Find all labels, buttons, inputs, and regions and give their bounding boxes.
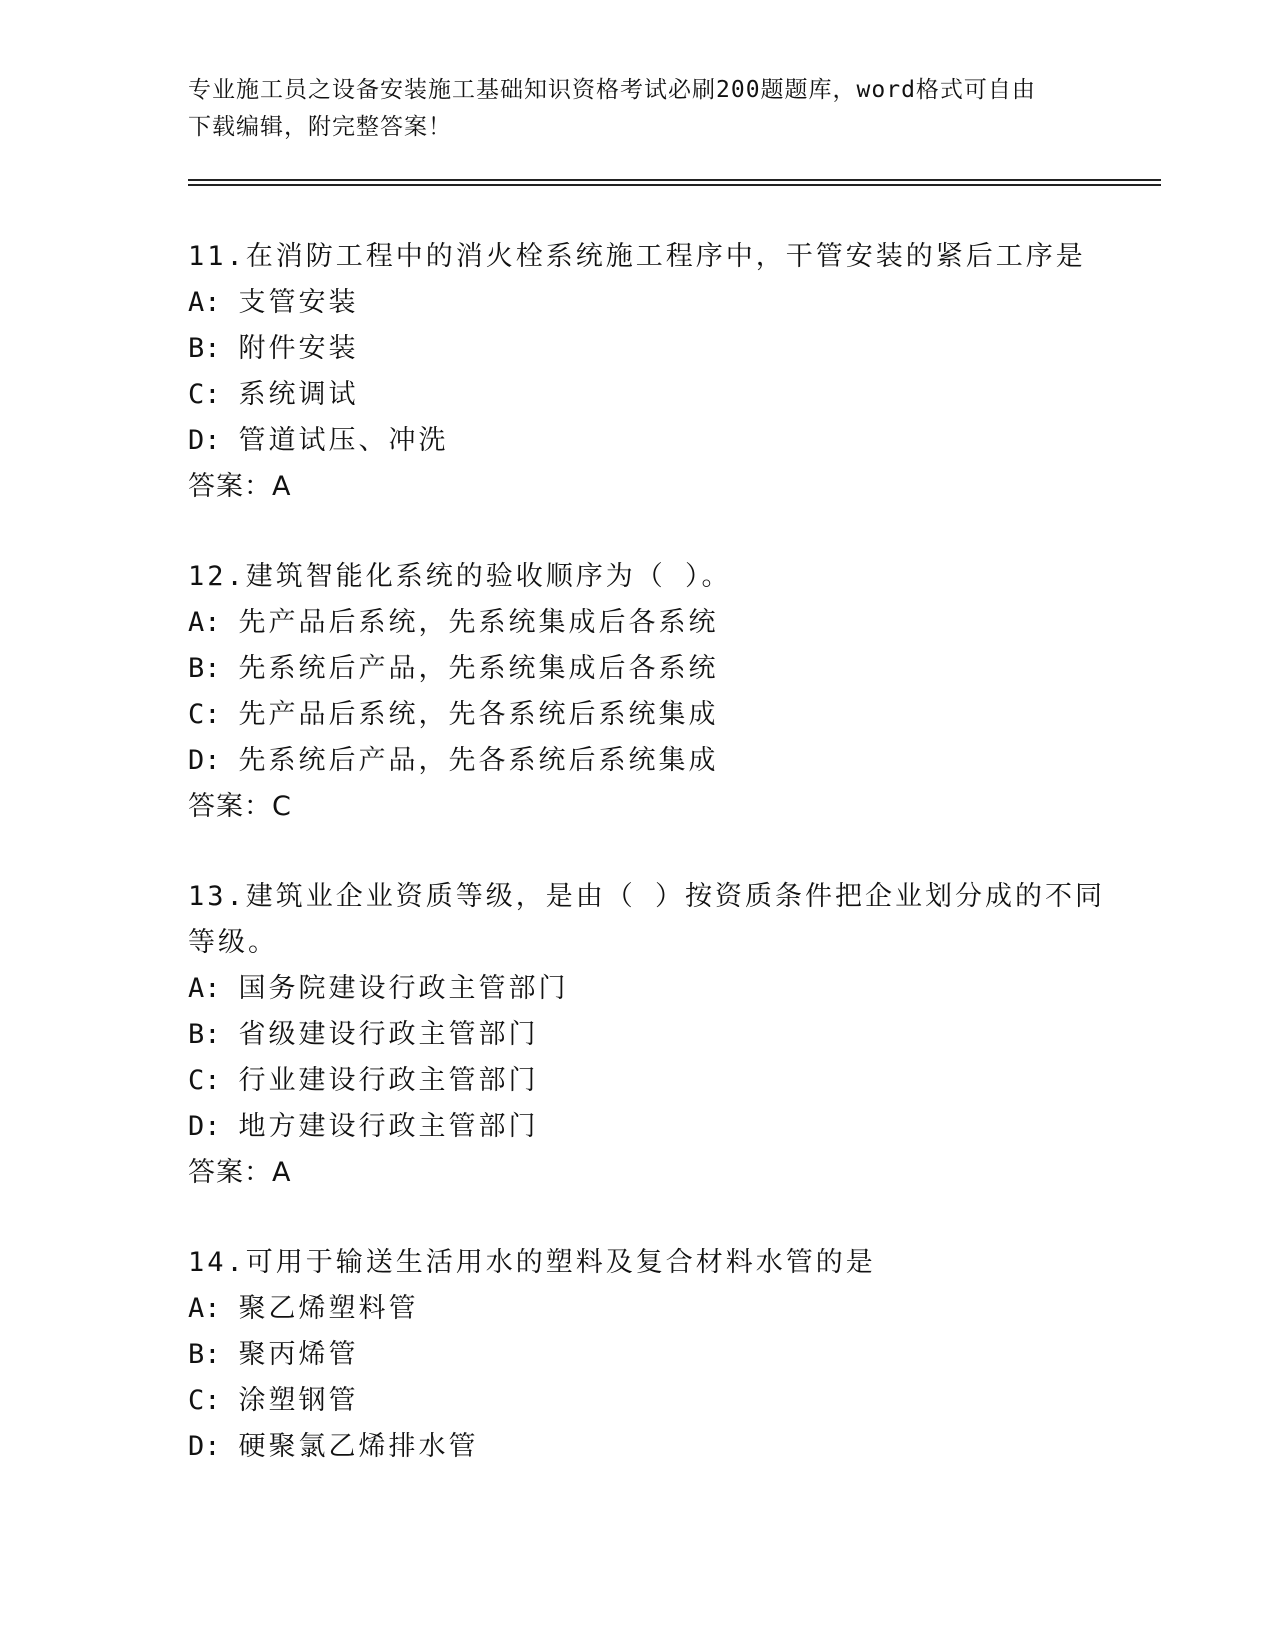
option-letter: C: xyxy=(188,1065,221,1096)
option-letter: C: xyxy=(188,699,221,730)
option-text: 先产品后系统，先系统集成后各系统 xyxy=(238,607,719,638)
question-11 xyxy=(188,234,1148,510)
answer-line: 答案：A xyxy=(188,1157,292,1188)
question-list xyxy=(188,234,1148,1514)
question-12 xyxy=(188,554,1148,830)
option-letter: C: xyxy=(188,379,221,410)
answer-line: 答案：A xyxy=(188,471,292,502)
question-13 xyxy=(188,874,1148,1196)
option-letter: D: xyxy=(188,745,221,776)
option-d xyxy=(188,738,1148,784)
option-letter: D: xyxy=(188,1431,221,1462)
option-letter: B: xyxy=(188,333,221,364)
header-rule-top xyxy=(188,179,1161,181)
option-b xyxy=(188,1332,1148,1378)
option-a xyxy=(188,600,1148,646)
option-text: 管道试压、冲洗 xyxy=(238,425,449,456)
option-c xyxy=(188,1378,1148,1424)
option-letter: C: xyxy=(188,1385,221,1416)
option-b xyxy=(188,326,1148,372)
question-title: 14.可用于输送生活用水的塑料及复合材料水管的是 xyxy=(188,1247,876,1278)
option-b xyxy=(188,1012,1148,1058)
option-text: 聚乙烯塑料管 xyxy=(238,1293,419,1324)
question-title-continued: 等级。 xyxy=(188,927,278,958)
option-letter: A: xyxy=(188,287,221,318)
option-text: 附件安装 xyxy=(238,333,359,364)
header-line-1: 专业施工员之设备安装施工基础知识资格考试必刷200题题库，word格式可自由 xyxy=(188,77,1036,103)
option-letter: A: xyxy=(188,607,221,638)
answer-line: 答案：C xyxy=(188,791,292,822)
option-d xyxy=(188,418,1148,464)
option-text: 地方建设行政主管部门 xyxy=(238,1111,539,1142)
question-title: 12.建筑智能化系统的验收顺序为（ ）。 xyxy=(188,561,732,592)
option-letter: D: xyxy=(188,1111,221,1142)
option-letter: B: xyxy=(188,1339,221,1370)
option-text: 支管安装 xyxy=(238,287,359,318)
document-header xyxy=(188,72,1088,146)
option-text: 先系统后产品，先系统集成后各系统 xyxy=(238,653,719,684)
option-b xyxy=(188,646,1148,692)
option-c xyxy=(188,692,1148,738)
header-line-2: 下载编辑，附完整答案！ xyxy=(188,114,452,140)
option-a xyxy=(188,966,1148,1012)
option-text: 先系统后产品，先各系统后系统集成 xyxy=(238,745,719,776)
option-text: 聚丙烯管 xyxy=(238,1339,359,1370)
option-text: 行业建设行政主管部门 xyxy=(238,1065,539,1096)
option-a xyxy=(188,280,1148,326)
option-letter: B: xyxy=(188,653,221,684)
question-14 xyxy=(188,1240,1148,1470)
option-c xyxy=(188,372,1148,418)
header-rule-bottom xyxy=(188,184,1161,186)
option-text: 系统调试 xyxy=(238,379,359,410)
option-d xyxy=(188,1424,1148,1470)
option-letter: D: xyxy=(188,425,221,456)
option-text: 先产品后系统，先各系统后系统集成 xyxy=(238,699,719,730)
question-title: 13.建筑业企业资质等级，是由（ ）按资质条件把企业划分成的不同 xyxy=(188,881,1106,912)
option-text: 涂塑钢管 xyxy=(238,1385,359,1416)
option-text: 国务院建设行政主管部门 xyxy=(238,973,569,1004)
option-c xyxy=(188,1058,1148,1104)
option-d xyxy=(188,1104,1148,1150)
question-title: 11.在消防工程中的消火栓系统施工程序中，干管安装的紧后工序是 xyxy=(188,241,1086,272)
option-text: 省级建设行政主管部门 xyxy=(238,1019,539,1050)
option-letter: A: xyxy=(188,1293,221,1324)
option-a xyxy=(188,1286,1148,1332)
option-letter: B: xyxy=(188,1019,221,1050)
option-text: 硬聚氯乙烯排水管 xyxy=(238,1431,479,1462)
option-letter: A: xyxy=(188,973,221,1004)
